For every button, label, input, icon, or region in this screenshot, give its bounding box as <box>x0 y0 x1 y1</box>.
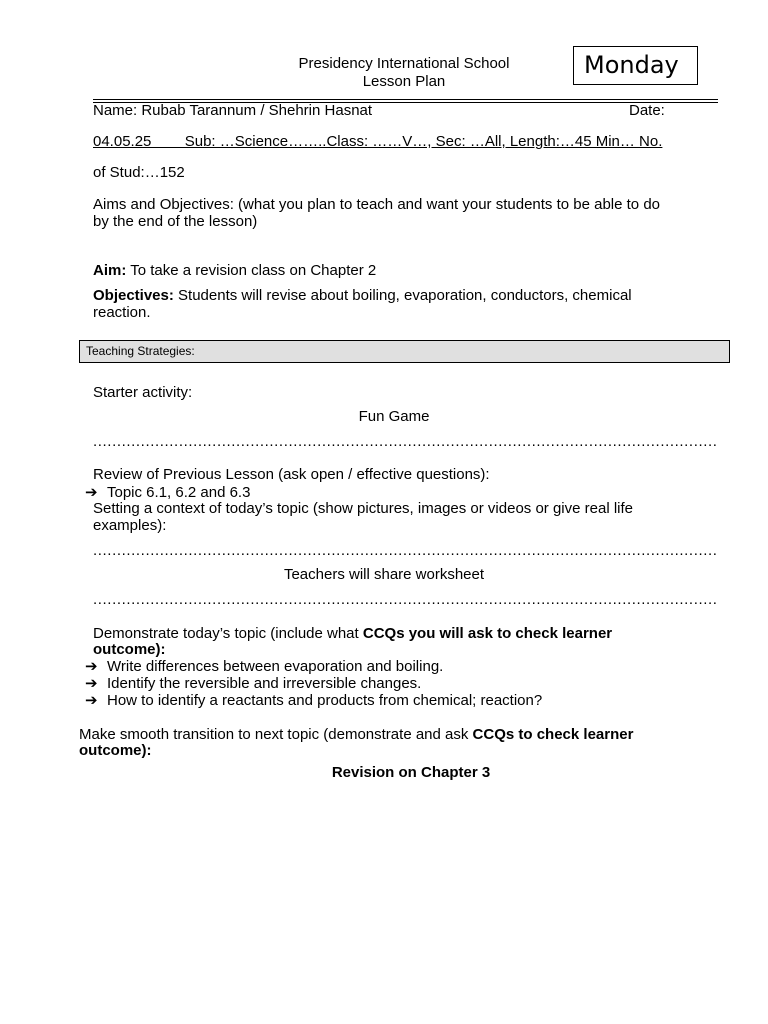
objectives-label: Objectives: <box>93 287 174 304</box>
context-activity: Teachers will share worksheet <box>283 566 485 583</box>
objectives-text: Students will revise about boiling, evaporation, conductors, chemical <box>173 287 632 304</box>
ccq-item <box>85 692 542 709</box>
aim-label: Aim: <box>93 262 127 279</box>
ccq-text: How to identify a reactants and products from chemical; reaction? <box>107 692 543 709</box>
context-label-cont: examples): <box>93 517 167 534</box>
starter-label: Starter activity: <box>93 384 193 401</box>
demonstrate-bold: CCQs you will ask to check learner <box>362 625 613 642</box>
arrow-right-icon: ➔ <box>85 657 98 675</box>
aim-text: To take a revision class on Chapter 2 <box>126 262 377 279</box>
dotted-line: ................................................................................................................................... <box>93 433 718 450</box>
lesson-details: 04.05.25 Sub: …Science……..Class: ……V…, Sec: …All, Length:…45 Min… No. <box>93 133 663 150</box>
ccq-text: Write differences between evaporation and boiling. <box>107 658 444 675</box>
transition-bold: CCQs to check learner <box>472 726 634 743</box>
demonstrate-prefix: Demonstrate today’s topic (include what <box>93 625 363 642</box>
dotted-line: ................................................................................................................................... <box>93 542 718 559</box>
number-of-students: of Stud:…152 <box>93 164 185 181</box>
context-label: Setting a context of today’s topic (show pictures, images or videos or give real life <box>93 500 633 517</box>
transition-prefix: Make smooth transition to next topic (demonstrate and ask <box>79 726 473 743</box>
review-topic-item <box>85 484 250 501</box>
starter-activity: Fun Game <box>358 408 430 425</box>
document-type: Lesson Plan <box>362 73 446 90</box>
date-label: Date: <box>629 102 665 119</box>
objectives-line <box>93 287 632 304</box>
demonstrate-label-cont: outcome): <box>93 641 166 658</box>
ccq-item <box>85 658 443 675</box>
aims-intro-cont: by the end of the lesson) <box>93 213 258 230</box>
aim-line <box>93 262 376 279</box>
demonstrate-label <box>93 625 612 642</box>
review-topic: Topic 6.1, 6.2 and 6.3 <box>107 484 251 501</box>
transition-label <box>79 726 633 743</box>
day-box: Monday <box>573 46 698 85</box>
arrow-right-icon: ➔ <box>85 674 98 692</box>
teaching-strategies-box: Teaching Strategies: <box>79 340 730 363</box>
header-divider <box>93 99 718 100</box>
transition-label-cont: outcome): <box>79 742 152 759</box>
arrow-right-icon: ➔ <box>85 691 98 709</box>
review-label: Review of Previous Lesson (ask open / effective questions): <box>93 466 490 483</box>
ccq-text: Identify the reversible and irreversible changes. <box>107 675 422 692</box>
next-topic: Revision on Chapter 3 <box>331 764 491 781</box>
arrow-right-icon: ➔ <box>85 483 98 501</box>
ccq-item <box>85 675 421 692</box>
school-name: Presidency International School <box>298 55 510 72</box>
teacher-name: Name: Rubab Tarannum / Shehrin Hasnat <box>93 102 373 119</box>
dotted-line: ................................................................................................................................... <box>93 591 718 608</box>
objectives-text-cont: reaction. <box>93 304 151 321</box>
aims-intro: Aims and Objectives: (what you plan to teach and want your students to be able to do <box>93 196 661 213</box>
